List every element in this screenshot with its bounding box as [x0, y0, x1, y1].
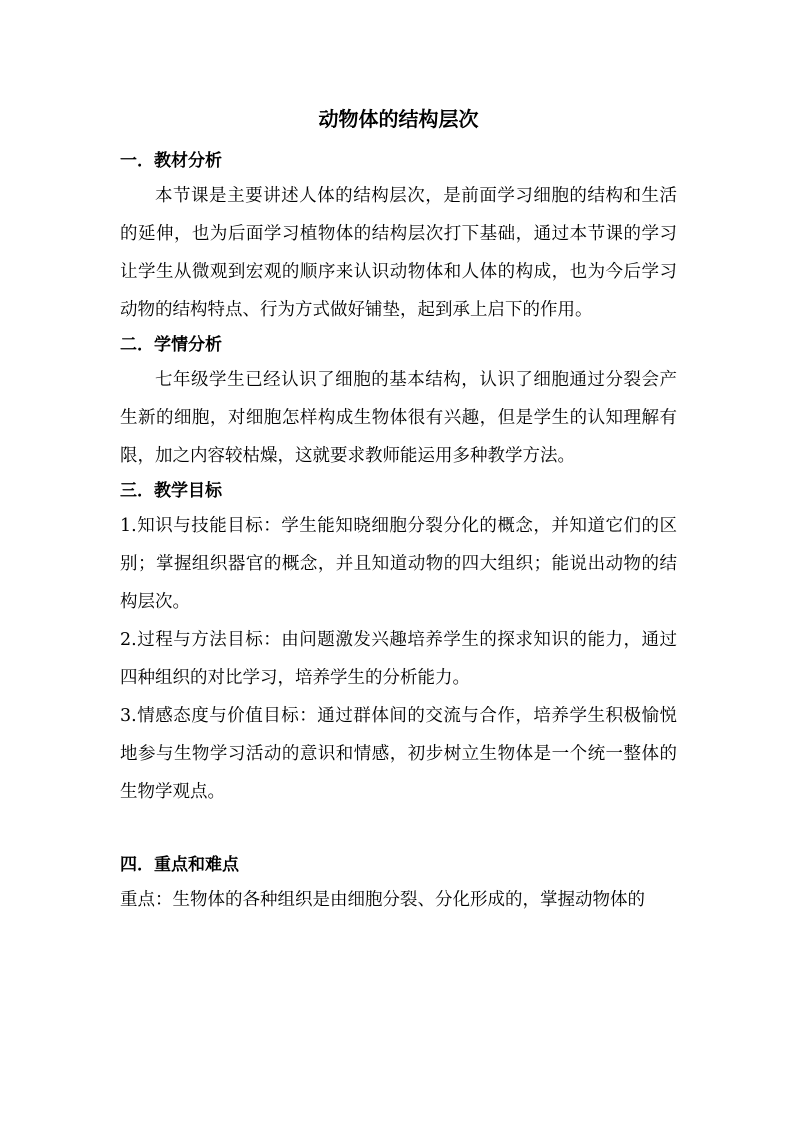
paragraph-goal-emotion-values: 3.情感态度与价值目标：通过群体间的交流与合作，培养学生积极愉悦地参与生物学习活动的意识和情感，初步树立生物体是一个统一整体的生物学观点。 — [120, 706, 677, 802]
paragraph-textbook-analysis: 本节课是主要讲述人体的结构层次，是前面学习细胞的结构和生活的延伸，也为后面学习植物体的结构层次打下基础，通过本节课的学习让学生从微观到宏观的顺序来认识动物体和人体的构成，也为今后学习动物的结构特点、行为方式做好铺垫，起到承上启下的作用。 — [120, 186, 677, 320]
paragraph-goal-process-methods: 2.过程与方法目标：由问题激发兴趣培养学生的探求知识的能力，通过四种组织的对比学习，培养学生的分析能力。 — [120, 630, 677, 688]
blank-line — [120, 811, 677, 849]
paragraph-key-points: 重点：生物体的各种组织是由细胞分裂、分化形成的，掌握动物体的 — [120, 890, 645, 910]
section-heading-student-analysis: 二．学情分析 — [120, 335, 222, 355]
section-heading-key-points: 四．重点和难点 — [120, 855, 239, 875]
paragraph-goal-knowledge-skills: 1.知识与技能目标：学生能知晓细胞分裂分化的概念，并知道它们的区别；掌握组织器官的概念，并且知道动物的四大组织；能说出动物的结构层次。 — [120, 516, 677, 612]
paragraph-student-analysis: 七年级学生已经认识了细胞的基本结构，认识了细胞通过分裂会产生新的细胞，对细胞怎样构成生物体很有兴趣，但是学生的认知理解有限，加之内容较枯燥，这就要求教师能运用多种教学方法。 — [120, 370, 677, 466]
section-heading-textbook-analysis: 一．教材分析 — [120, 151, 222, 171]
section-heading-teaching-goals: 三．教学目标 — [120, 481, 222, 501]
document-title: 动物体的结构层次 — [318, 107, 479, 131]
